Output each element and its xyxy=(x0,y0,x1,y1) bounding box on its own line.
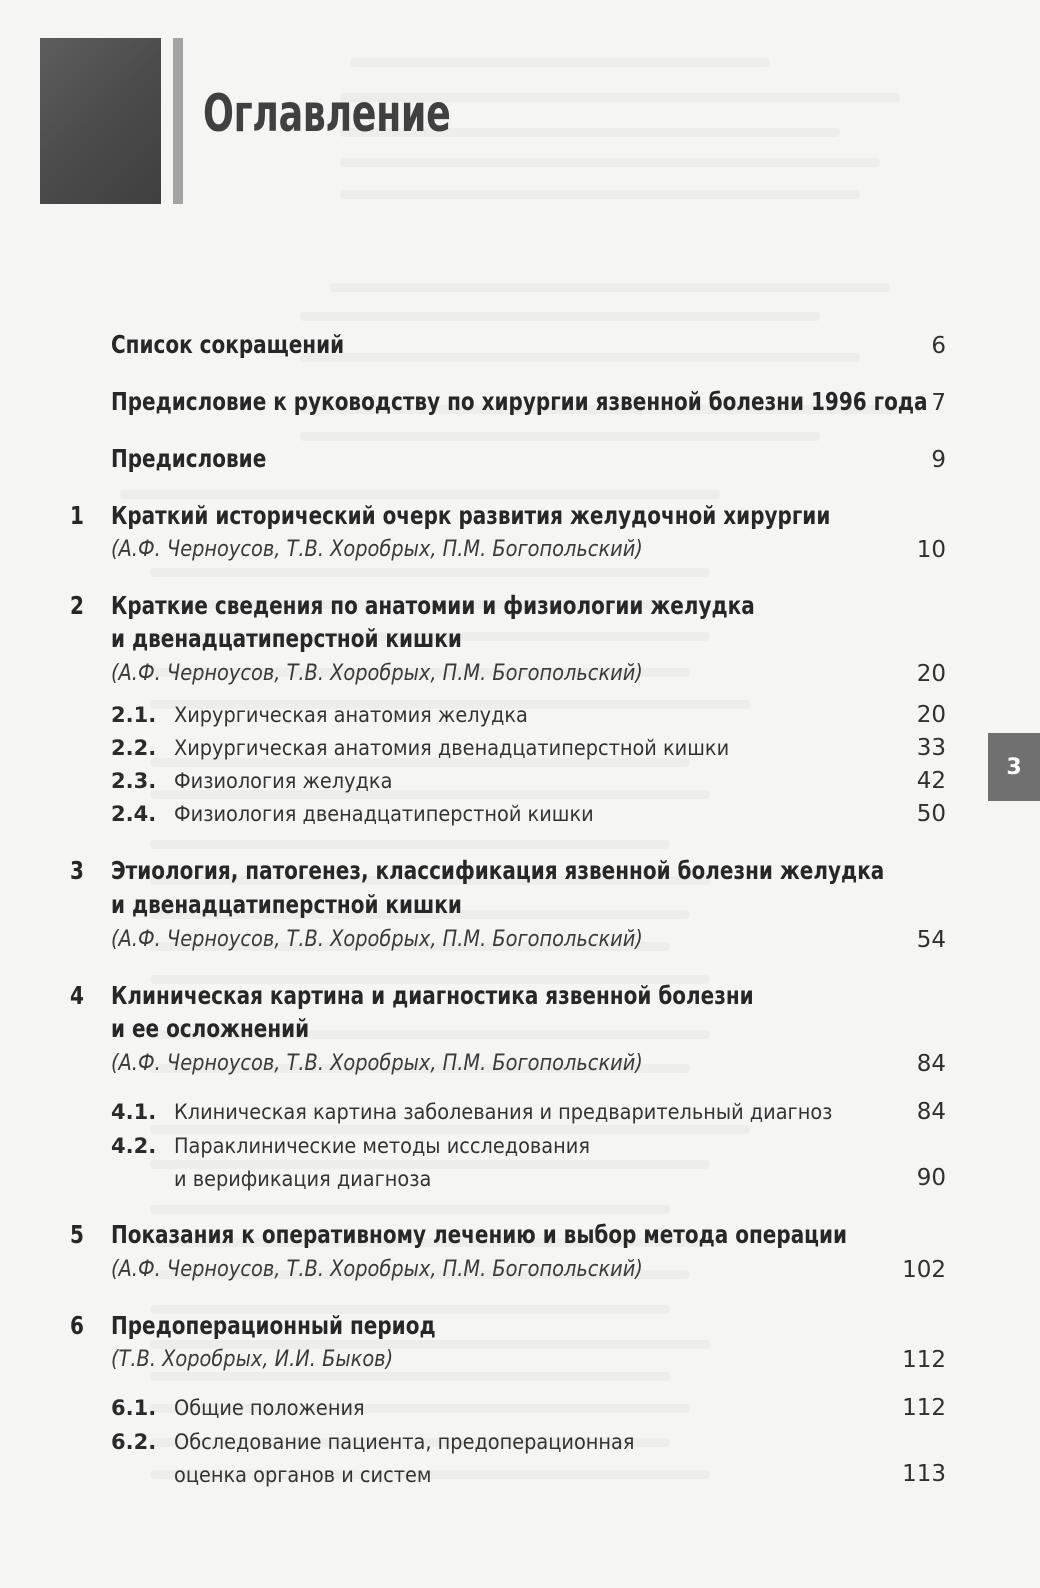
chapter-page: 10 xyxy=(916,537,946,563)
section-page: 112 xyxy=(902,1395,946,1421)
section-title[interactable]: Хирургическая анатомия двенадцатиперстной кишки xyxy=(174,736,730,760)
section-title-continued[interactable]: оценка органов и систем xyxy=(174,1463,432,1487)
chapter-number: 3 xyxy=(70,856,84,885)
section-page: 42 xyxy=(916,768,946,794)
chapter-number: 6 xyxy=(70,1311,84,1340)
chapter-authors: (А.Ф. Черноусов, Т.В. Хоробрых, П.М. Богопольский) xyxy=(111,661,643,686)
section-title[interactable]: Параклинические методы исследования xyxy=(174,1134,590,1158)
chapter-number: 5 xyxy=(70,1220,84,1249)
chapter-page: 20 xyxy=(916,661,946,687)
section-number: 2.1. xyxy=(111,703,157,727)
chapter-side-tab-label: 3 xyxy=(1006,754,1022,780)
section-page: 50 xyxy=(916,801,946,827)
section-page: 84 xyxy=(916,1099,946,1125)
toc-entry-preface[interactable]: Предисловие xyxy=(111,444,267,473)
chapter-number: 2 xyxy=(70,591,84,620)
chapter-page: 84 xyxy=(916,1051,946,1077)
section-number: 6.2. xyxy=(111,1430,157,1454)
chapter-title[interactable]: Краткий исторический очерк развития желудочной хирургии xyxy=(111,501,831,530)
chapter-title[interactable]: Клиническая картина и диагностика язвенной болезни xyxy=(111,981,754,1010)
chapter-title[interactable]: Этиология, патогенез, классификация язвенной болезни желудка xyxy=(111,856,885,885)
chapter-title-continued[interactable]: и двенадцатиперстной кишки xyxy=(111,624,462,653)
chapter-title-continued[interactable]: и двенадцатиперстной кишки xyxy=(111,890,462,919)
toc-page-abbreviations: 6 xyxy=(931,333,946,359)
page-title: Оглавление xyxy=(203,84,451,144)
chapter-authors: (А.Ф. Черноусов, Т.В. Хоробрых, П.М. Богопольский) xyxy=(111,537,643,562)
section-title[interactable]: Клиническая картина заболевания и предварительный диагноз xyxy=(174,1100,833,1124)
chapter-title[interactable]: Краткие сведения по анатомии и физиологии желудка xyxy=(111,591,755,620)
section-number: 6.1. xyxy=(111,1396,157,1420)
section-number: 2.3. xyxy=(111,769,157,793)
section-title[interactable]: Общие положения xyxy=(174,1396,365,1420)
chapter-title[interactable]: Показания к оперативному лечению и выбор метода операции xyxy=(111,1220,848,1249)
section-page: 113 xyxy=(902,1461,946,1487)
section-title[interactable]: Физиология двенадцатиперстной кишки xyxy=(174,802,594,826)
chapter-authors: (Т.В. Хоробрых, И.И. Быков) xyxy=(111,1347,394,1372)
toc-page-preface-1996: 7 xyxy=(931,390,946,416)
section-page: 20 xyxy=(916,702,946,728)
section-number: 4.1. xyxy=(111,1100,157,1124)
chapter-title-continued[interactable]: и ее осложнений xyxy=(111,1014,310,1043)
chapter-page: 102 xyxy=(902,1257,946,1283)
chapter-authors: (А.Ф. Черноусов, Т.В. Хоробрых, П.М. Богопольский) xyxy=(111,1051,643,1076)
toc-entry-abbreviations[interactable]: Список сокращений xyxy=(111,330,345,359)
chapter-number: 4 xyxy=(70,981,84,1010)
toc-page-preface: 9 xyxy=(931,447,946,473)
section-page: 33 xyxy=(916,735,946,761)
chapter-authors: (А.Ф. Черноусов, Т.В. Хоробрых, П.М. Богопольский) xyxy=(111,927,643,952)
section-number: 2.2. xyxy=(111,736,157,760)
section-page: 90 xyxy=(916,1165,946,1191)
section-title[interactable]: Обследование пациента, предоперационная xyxy=(174,1430,635,1454)
section-title-continued[interactable]: и верификация диагноза xyxy=(174,1167,432,1191)
section-number: 4.2. xyxy=(111,1134,157,1158)
chapter-authors: (А.Ф. Черноусов, Т.В. Хоробрых, П.М. Богопольский) xyxy=(111,1257,643,1282)
section-title[interactable]: Хирургическая анатомия желудка xyxy=(174,703,528,727)
chapter-page: 112 xyxy=(902,1347,946,1373)
chapter-page: 54 xyxy=(916,927,946,953)
section-number: 2.4. xyxy=(111,802,157,826)
section-title[interactable]: Физиология желудка xyxy=(174,769,393,793)
toc-entry-preface-1996[interactable]: Предисловие к руководству по хирургии язвенной болезни 1996 года xyxy=(111,387,928,416)
chapter-title[interactable]: Предоперационный период xyxy=(111,1311,436,1340)
chapter-number: 1 xyxy=(70,501,84,530)
